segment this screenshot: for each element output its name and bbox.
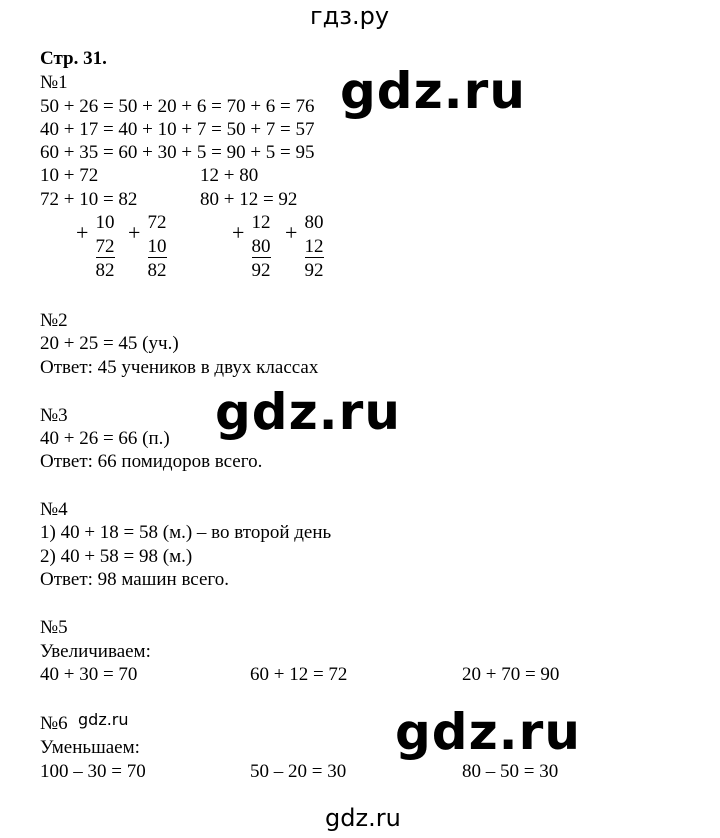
column-3-mid: 80 — [251, 236, 271, 257]
task-4-answer: Ответ: 98 машин всего. — [40, 569, 229, 590]
column-plus-2: + — [128, 220, 141, 245]
task-6-label: Уменьшаем: — [40, 737, 140, 758]
column-plus-4: + — [285, 220, 298, 245]
task-1-line-1: 50 + 26 = 50 + 20 + 6 = 70 + 6 = 76 — [40, 96, 315, 117]
column-plus-1: + — [76, 220, 89, 245]
task-1-title: №1 — [40, 72, 68, 93]
column-1-top: 10 — [95, 212, 115, 233]
column-2-top: 72 — [147, 212, 167, 233]
task-2-line-1: 20 + 25 = 45 (уч.) — [40, 333, 179, 354]
task-1-pair-a-result: 72 + 10 = 82 — [40, 189, 138, 210]
column-1-sum: 82 — [95, 260, 115, 281]
task-1-pair-b-result: 80 + 12 = 92 — [200, 189, 298, 210]
column-4-top: 80 — [304, 212, 324, 233]
column-4-mid: 12 — [304, 236, 324, 257]
column-2-sum: 82 — [147, 260, 167, 281]
task-5-expr-3: 20 + 70 = 90 — [462, 664, 560, 685]
column-3-sum: 92 — [251, 260, 271, 281]
task-1-line-3: 60 + 35 = 60 + 30 + 5 = 90 + 5 = 95 — [40, 142, 315, 163]
watermark-bottom: gdz.ru — [325, 804, 401, 832]
task-3-title: №3 — [40, 405, 68, 426]
task-5-expr-1: 40 + 30 = 70 — [40, 664, 138, 685]
column-1-mid: 72 — [95, 236, 115, 257]
column-addition-2 — [144, 211, 170, 283]
column-4-sum: 92 — [304, 260, 324, 281]
task-2-title: №2 — [40, 310, 68, 331]
watermark-small: gdz.ru — [78, 710, 129, 729]
watermark-big-1: gdz.ru — [340, 62, 526, 120]
watermark-big-3: gdz.ru — [395, 703, 581, 761]
watermark-big-2: gdz.ru — [215, 383, 401, 441]
task-6-title: №6 — [40, 713, 68, 734]
column-addition-3 — [248, 211, 274, 283]
task-5-expr-2: 60 + 12 = 72 — [250, 664, 348, 685]
task-5-label: Увеличиваем: — [40, 641, 151, 662]
task-6-expr-3: 80 – 50 = 30 — [462, 761, 559, 782]
task-1-pair-a-expr: 10 + 72 — [40, 165, 99, 186]
column-addition-4 — [301, 211, 327, 283]
column-3-top: 12 — [251, 212, 271, 233]
task-4-line-1: 1) 40 + 18 = 58 (м.) – во второй день — [40, 522, 332, 543]
task-3-answer: Ответ: 66 помидоров всего. — [40, 451, 263, 472]
page-label: Стр. 31. — [40, 48, 107, 69]
column-addition-1 — [92, 211, 118, 283]
column-plus-3: + — [232, 220, 245, 245]
task-4-title: №4 — [40, 499, 68, 520]
task-4-line-2: 2) 40 + 58 = 98 (м.) — [40, 546, 193, 567]
task-3-line-1: 40 + 26 = 66 (п.) — [40, 428, 170, 449]
task-2-answer: Ответ: 45 учеников в двух классах — [40, 357, 319, 378]
task-5-title: №5 — [40, 617, 68, 638]
watermark-top: гдз.ру — [310, 2, 390, 30]
task-1-line-2: 40 + 17 = 40 + 10 + 7 = 50 + 7 = 57 — [40, 119, 315, 140]
task-6-expr-2: 50 – 20 = 30 — [250, 761, 347, 782]
column-2-mid: 10 — [147, 236, 167, 257]
task-1-pair-b-expr: 12 + 80 — [200, 165, 259, 186]
task-6-expr-1: 100 – 30 = 70 — [40, 761, 146, 782]
